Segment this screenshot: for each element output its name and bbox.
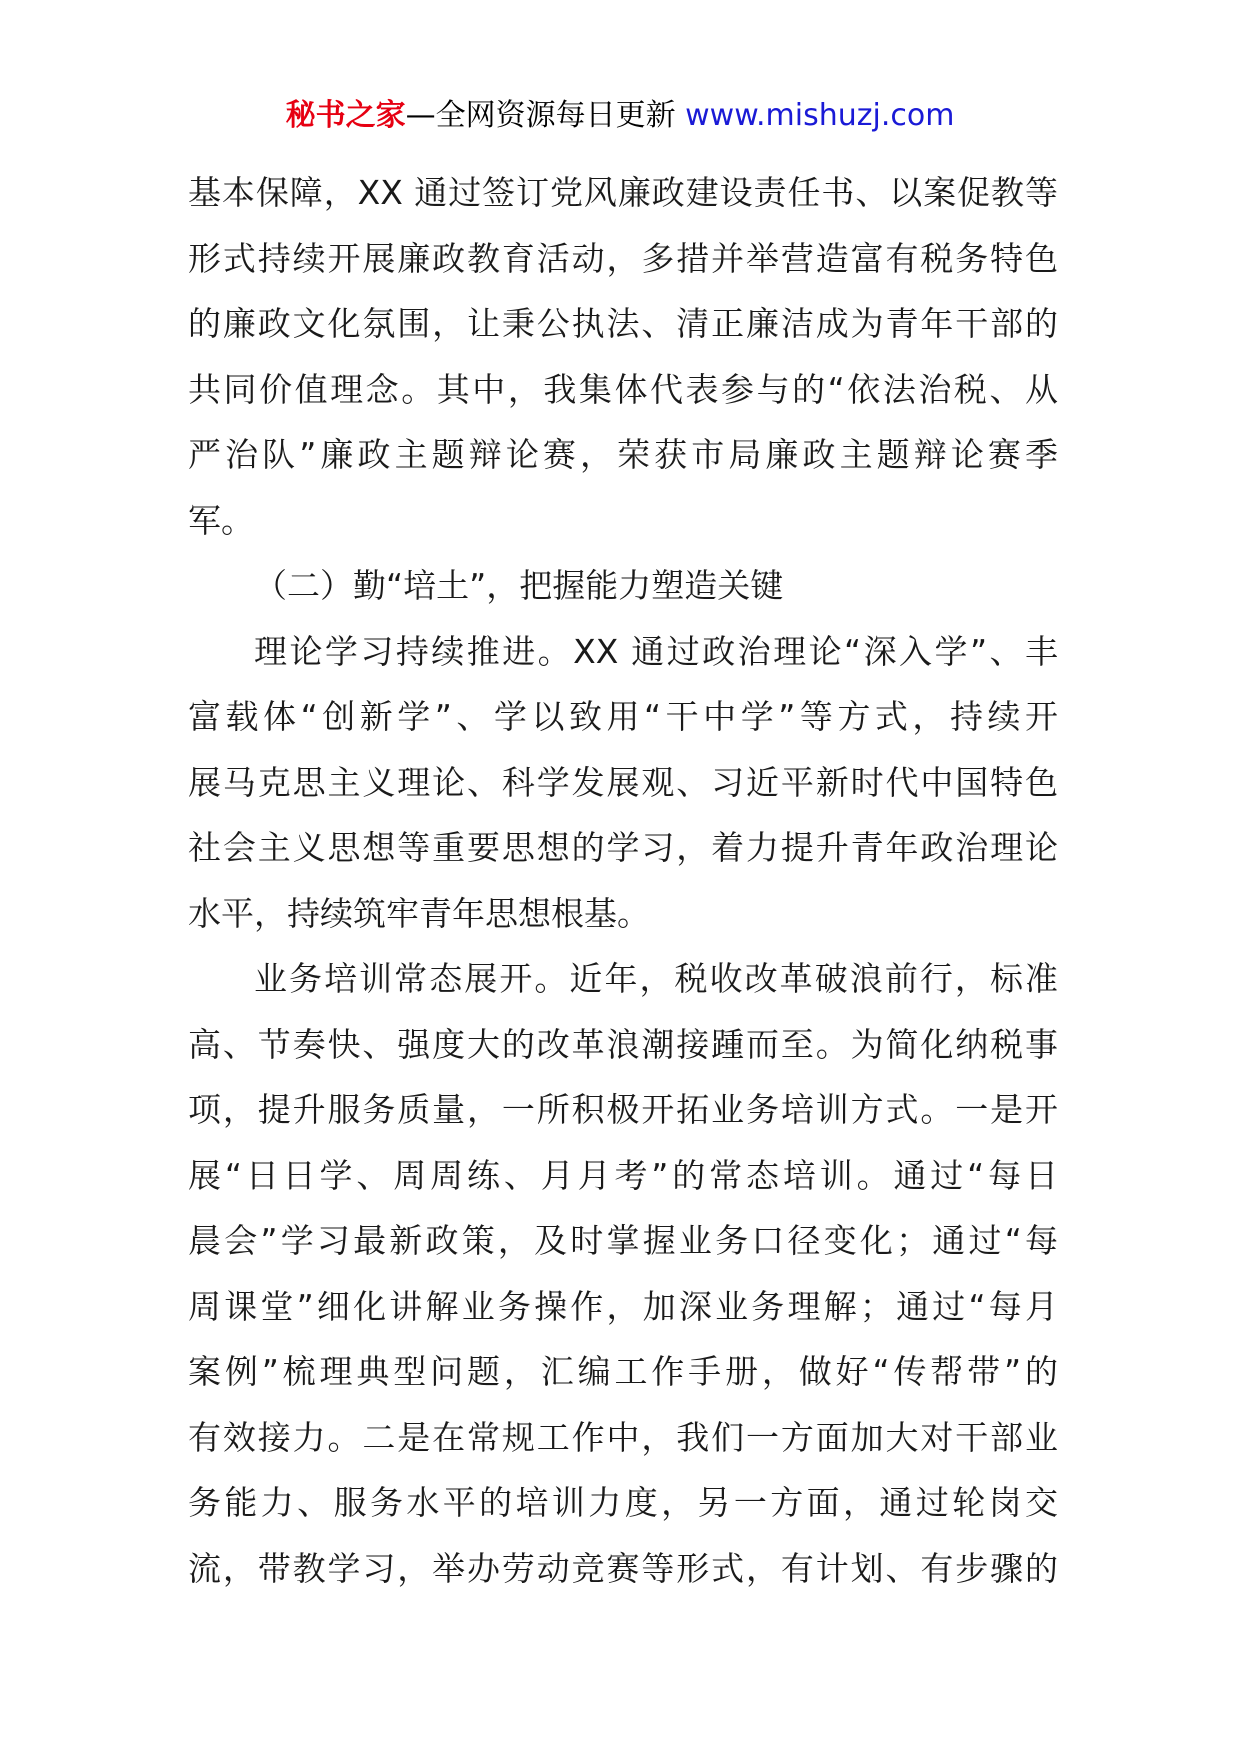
site-slogan: —全网资源每日更新: [405, 98, 686, 133]
text-line: 军。: [188, 500, 254, 540]
text-line: 社会主义思想等重要思想的学习，着力提升青年政治理论: [188, 828, 1058, 867]
text-line: 理论学习持续推进。XX 通过政治理论“深入学”、丰: [254, 631, 1058, 671]
text-line: 务能力、服务水平的培训力度，另一方面，通过轮岗交: [188, 1483, 1058, 1522]
text-line: 有效接力。二是在常规工作中，我们一方面加大对干部业: [188, 1417, 1058, 1457]
text-line: 高、节奏快、强度大的改革浪潮接踵而至。为简化纳税事: [188, 1024, 1058, 1064]
section-heading: （二）勤“培土”，把握能力塑造关键: [254, 566, 784, 605]
text-line: 流，带教学习，举办劳动竞赛等形式，有计划、有步骤的: [188, 1548, 1058, 1588]
site-header: [0, 96, 1240, 136]
site-url[interactable]: www.mishuzj.com: [685, 98, 955, 133]
text-line: 晨会”学习最新政策，及时掌握业务口径变化；通过“每: [188, 1221, 1058, 1260]
text-line: 展“日日学、周周练、月月考”的常态培训。通过“每日: [188, 1155, 1058, 1195]
text-line: 的廉政文化氛围，让秉公执法、清正廉洁成为青年干部的: [188, 304, 1058, 343]
text-line: 严治队”廉政主题辩论赛，荣获市局廉政主题辩论赛季: [188, 435, 1058, 474]
text-line: 水平，持续筑牢青年思想根基。: [188, 893, 650, 933]
text-line: 项，提升服务质量，一所积极开拓业务培训方式。一是开: [188, 1090, 1058, 1129]
text-line: 形式持续开展廉政教育活动，多措并举营造富有税务特色: [188, 238, 1058, 278]
text-line: 周课堂”细化讲解业务操作，加深业务理解；通过“每月: [188, 1286, 1058, 1326]
text-line: 业务培训常态展开。近年，税收改革破浪前行，标准: [254, 959, 1058, 998]
document-body: [188, 160, 1058, 1601]
site-brand: 秘书之家: [285, 98, 406, 133]
text-line: 富载体“创新学”、学以致用“干中学”等方式，持续开: [188, 697, 1058, 736]
text-line: 案例”梳理典型问题，汇编工作手册，做好“传帮带”的: [188, 1352, 1058, 1391]
text-line: 基本保障，XX 通过签订党风廉政建设责任书、以案促教等: [188, 173, 1058, 212]
text-line: 共同价值理念。其中，我集体代表参与的“依法治税、从: [188, 369, 1058, 409]
text-line: 展马克思主义理论、科学发展观、习近平新时代中国特色: [188, 762, 1058, 802]
